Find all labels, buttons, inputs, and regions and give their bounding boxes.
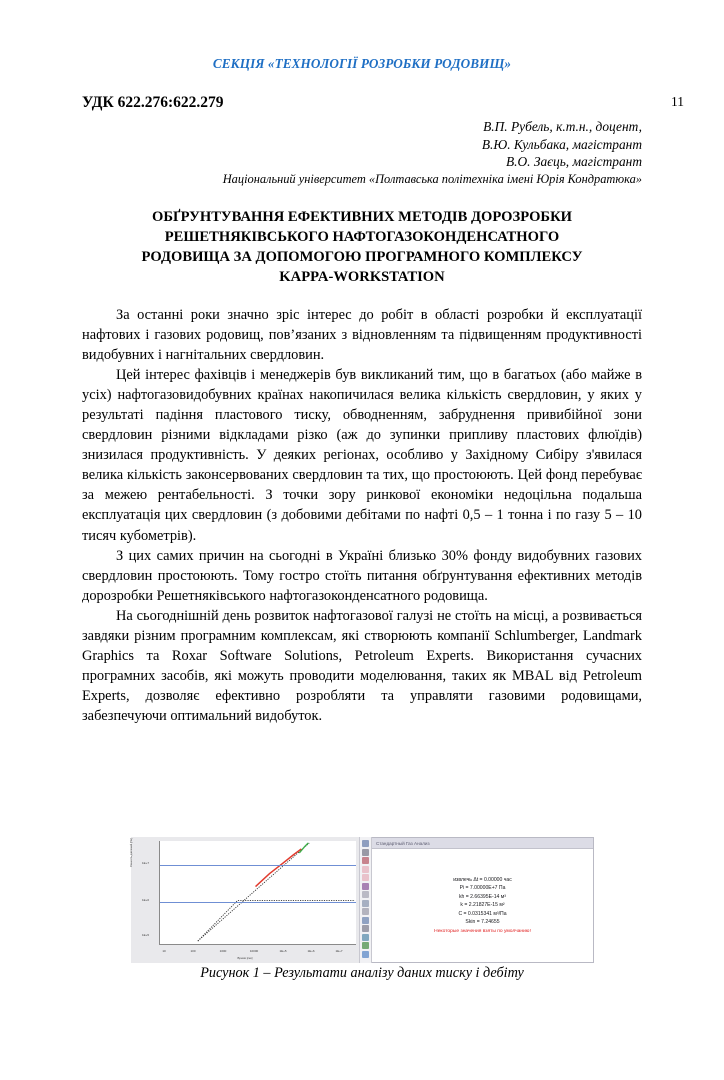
window-icon[interactable] bbox=[362, 951, 369, 958]
chart-x-tick-4: 10000 bbox=[249, 949, 259, 953]
chart-gridline-1 bbox=[160, 865, 356, 866]
chart-icon[interactable] bbox=[362, 891, 369, 898]
results-default-warning: Некоторые значения взяты по умолчанию! bbox=[434, 929, 531, 935]
paragraph-2: Цей інтерес фахівців і менеджерів був викликаний тим, що в багатьох (або майже в усіх) нафтогазовидобувних країнах накопичилася велика кількість свердловин, у яких у результаті падіння пластового тиску, обводненням, забруднення привибійної зони свердловин різними відкладами різко (аж до зупинки припливу пластових флюїдів) знизилася продуктивність. У деяких регіонах, особливо у Західному Сибіру з'явилася велика кількість законсервованих свердловин та тих, що простоюють. Цей фонд перебуває за межею рентабельності. З точки зору ринкової економіки недоцільна подальша експлуатація цих свердловин (з добовими дебітами по нафті 0,5 – 1 тонна і по газу 5 – 10 тисяч кубометрів). bbox=[82, 366, 642, 544]
chart-y-tick-1: 1E+7 bbox=[142, 861, 150, 865]
title-line-2: РЕШЕТНЯКІВСЬКОГО НАФТОГАЗОКОНДЕНСАТНОГО bbox=[164, 228, 560, 245]
result-k: k = 2.21827E-15 м² bbox=[460, 902, 505, 909]
chart-plot-area bbox=[159, 841, 356, 945]
article-title bbox=[82, 207, 642, 287]
export-icon[interactable] bbox=[362, 917, 369, 924]
magnifier-icon[interactable] bbox=[362, 857, 369, 864]
affiliation: Національний університет «Полтавська політехніка імені Юрія Кондратюка» bbox=[222, 171, 642, 186]
result-c: C = 0.0315341 м³/Па bbox=[458, 910, 507, 917]
chart-x-tick-6: 1E+6 bbox=[307, 949, 315, 953]
plus-icon[interactable] bbox=[362, 883, 369, 890]
title-line-4: KAPPA-WORKSTATION bbox=[279, 268, 445, 285]
chart-toolbar[interactable] bbox=[359, 837, 372, 963]
author-3: В.О. Заєць, магістрант bbox=[505, 154, 642, 169]
udk-code: УДК 622.276:622.279 bbox=[82, 94, 224, 111]
chart-x-tick-1: 10 bbox=[162, 949, 166, 953]
paragraph-3: З цих самих причин на сьогодні в Україні близько 30% фонду видобувних газових свердловин простоюють. Тому гостро стоїть питання обґрунтування ефективних методів дорозробки Решетняківського нафтогазоконденсатного родовища. bbox=[82, 547, 642, 604]
title-line-3: РОДОВИЩА ЗА ДОПОМОГОЮ ПРОГРАМНОГО КОМПЛЕКСУ bbox=[141, 248, 583, 265]
chart-x-tick-3: 1000 bbox=[219, 949, 227, 953]
results-panel-header: Стандартный Газ Анализ bbox=[372, 838, 593, 849]
chart-y-axis-label: Разность давлений [Па] bbox=[130, 838, 133, 867]
chart-x-tick-5: 1E+5 bbox=[279, 949, 287, 953]
result-skin: Skin = 7.24655 bbox=[465, 919, 500, 926]
article-body bbox=[82, 305, 642, 727]
table-icon[interactable] bbox=[362, 900, 369, 907]
palette-icon[interactable] bbox=[362, 942, 369, 949]
results-values bbox=[372, 876, 593, 934]
result-pi: Pi = 7.00000E+7 Па bbox=[459, 885, 506, 892]
pink-swatch-icon[interactable] bbox=[362, 866, 369, 873]
page-number: 11 bbox=[671, 94, 684, 109]
author-list bbox=[82, 118, 642, 171]
chart-pane bbox=[131, 837, 359, 963]
grid-icon[interactable] bbox=[362, 874, 369, 881]
paragraph-4: На сьогоднішній день розвиток нафтогазової галузі не стоїть на місці, а розвивається завдяки різним програмним комплексам, які створюють компанії Schlumberger, Landmark Graphics та Roxar Software Solutions, Petroleum Experts. Використання сучасних програмних засобів, які можуть проводити моделювання, таких як MBAL від Petroleum Experts, дозволяє ефективно розробляти та управляти газовими родовищами, забезпечуючи оптимальний видобуток. bbox=[82, 607, 642, 725]
chart-x-axis-label: Время [сек] bbox=[237, 956, 253, 960]
chart-x-tick-7: 1E+7 bbox=[335, 949, 343, 953]
section-header: СЕКЦІЯ «ТЕХНОЛОГІЇ РОЗРОБКИ РОДОВИЩ» bbox=[212, 56, 512, 71]
chart-model-pressure-line bbox=[198, 843, 309, 941]
title-line-1: ОБҐРУНТУВАННЯ ЕФЕКТИВНИХ МЕТОДІВ ДОРОЗРОБКИ bbox=[152, 208, 572, 225]
refresh-icon[interactable] bbox=[362, 934, 369, 941]
paragraph-1: За останні роки значно зріс інтерес до робіт в області розробки й експлуатації нафтових і газових родовищ, пов’язаних з відновленням та підвищенням продуктивності видобувних і нагнітальних свердловин. bbox=[82, 306, 642, 363]
settings-icon[interactable] bbox=[362, 925, 369, 932]
results-panel bbox=[372, 837, 594, 963]
chart-x-tick-2: 100 bbox=[190, 949, 196, 953]
chart-y-tick-3: 1E+5 bbox=[142, 933, 150, 937]
author-2: В.Ю. Кульбака, магістрант bbox=[481, 136, 642, 152]
chart-y-tick-2: 1E+6 bbox=[142, 898, 150, 902]
chart-measured-pressure-points bbox=[256, 849, 302, 887]
chart-measured-derivative-points bbox=[299, 843, 308, 853]
document-page bbox=[0, 56, 724, 1080]
chart-svg bbox=[160, 841, 356, 944]
figure-1-image bbox=[131, 837, 594, 963]
author-1: В.П. Рубель, к.т.н., доцент, bbox=[483, 119, 642, 134]
figure-caption: Рисунок 1 – Результати аналізу даних тиску і дебіту bbox=[200, 965, 524, 981]
chart-gridline-2 bbox=[160, 902, 356, 903]
layers-icon[interactable] bbox=[362, 908, 369, 915]
result-dt: извлечь Δt = 0.00000 час bbox=[453, 877, 512, 883]
cursor-icon[interactable] bbox=[362, 849, 369, 856]
result-kh: kh = 2.66395E-14 м³ bbox=[459, 893, 506, 900]
camera-icon[interactable] bbox=[362, 840, 369, 847]
